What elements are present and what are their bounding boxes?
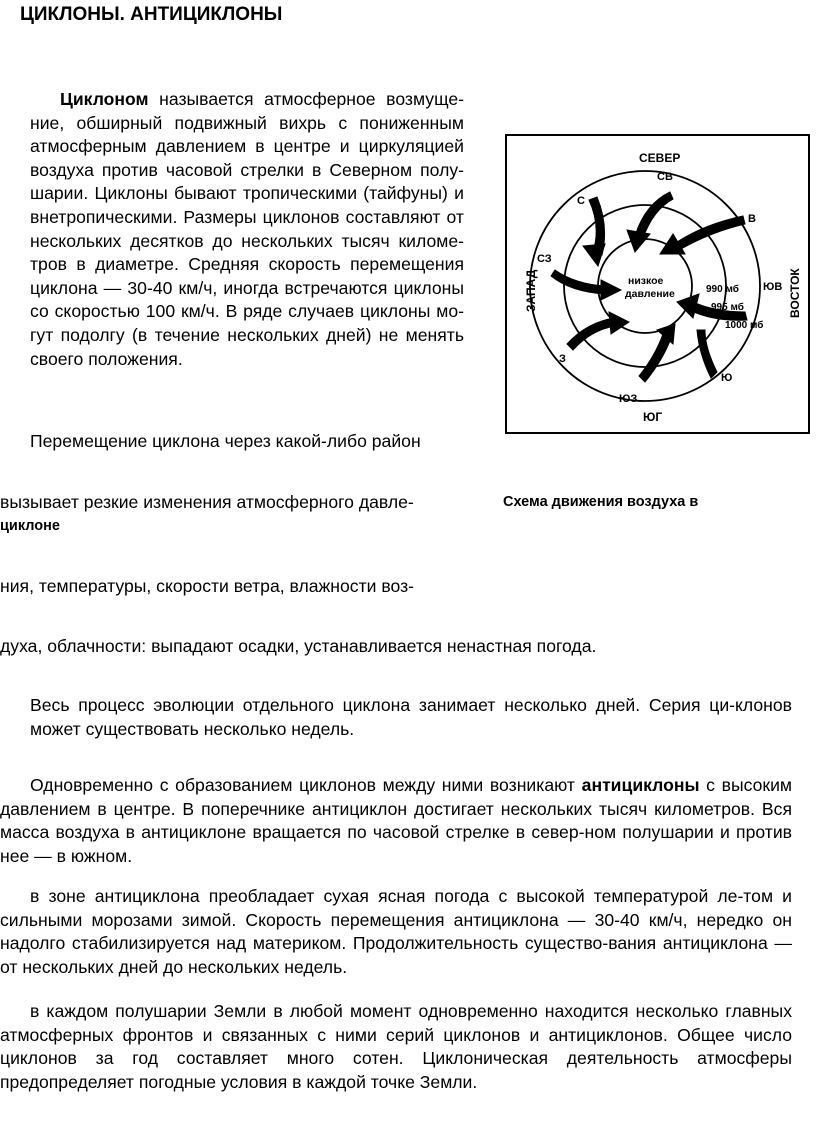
label-west: ЗАПАД: [524, 269, 538, 312]
paragraph-cyclone-evolution: Весь процесс эволюции отдельного циклона занимает несколько дней. Серия ци-клонов может существовать несколько недель.: [30, 695, 792, 739]
cyclone-diagram-svg: [505, 134, 811, 436]
arrow-head-se: [677, 294, 699, 318]
isobar-label-990: 990 мб: [706, 284, 739, 295]
label-e: В: [748, 213, 756, 225]
label-se: ЮВ: [763, 281, 783, 293]
term-cyclone: Циклоном: [60, 89, 149, 109]
paragraph-anticyclone-text: с высоким давлением в центре. В поперечнике антициклон достигает нескольких тысяч километров. Вся масса воздуха в антициклоне вращается по часовой стрелке в север-ном полушарии и против нее — в южном.: [0, 775, 792, 866]
paragraph-anticyclone-weather: [0, 885, 792, 979]
arrow-from-e: [677, 216, 745, 249]
arrow-from-ne: [635, 192, 673, 238]
diagram-caption-continued: циклоне: [0, 518, 60, 534]
paragraph-atmospheric-fronts: [0, 1000, 792, 1094]
label-sw: ЮЗ: [619, 393, 638, 405]
arrow-from-nw: [551, 270, 605, 294]
paragraph-atmospheric-fronts-text: в каждом полушарии Земли в любой момент одновременно находится несколько главных атмосферных фронтов и связанных с ними серий циклонов и антициклонов. Общее число циклонов за год составляет много сотен. Циклоническая деятельность атмосферы предопределяет погодные условия в каждой точке Земли.: [0, 1001, 792, 1092]
isobar-label-1000: 1000 мб: [725, 320, 764, 331]
paragraph-cyclone-text: называется атмосферное возмуще-ние, обширный подвижный вихрь с пониженным атмосферным давлением в центре и циркуляцией воздуха против часовой стрелки в Северном полу-шарии. Циклоны бывают тропическими (тайфуны) и внетропическими. Размеры циклонов составляют от нескольких десятков до нескольких тысяч киломе-тров в диаметре. Средняя скорость перемещения циклона — 30-40 км/ч, иногда встречаются циклоны со скоростью 100 км/ч. В ряде случаев циклоны мо-гут подолгу (в течение нескольких дней) не менять своего положения.: [30, 89, 464, 369]
cyclone-diagram: [505, 134, 811, 436]
line-cyclone-movement: Перемещение циклона через какой-либо район: [30, 431, 421, 451]
label-w: З: [559, 353, 566, 365]
center-label-line1: низкое: [628, 275, 664, 287]
diagram-caption: Схема движения воздуха в: [503, 494, 699, 510]
label-n: С: [577, 195, 585, 207]
center-label-line2: давление: [625, 288, 675, 300]
label-south: ЮГ: [643, 410, 663, 424]
arrow-head-nw: [601, 280, 621, 300]
paragraph-anticyclone-weather-text: в зоне антициклона преобладает сухая ясная погода с высокой температурой ле-том и сильными морозами зимой. Скорость перемещения антициклона — 30-40 км/ч, нередко он надолго стабилизируется над материком. Продолжительность существо-вания антициклона — от нескольких дней до нескольких недель.: [0, 886, 792, 977]
arrow-head-w: [609, 312, 629, 334]
line-cyclone-effects: ния, температуры, скорости ветра, влажности воз-: [0, 576, 415, 596]
line-cyclone-causes: вызывает резкие изменения атмосферного давле-: [0, 492, 414, 512]
label-east: ВОСТОК: [788, 268, 802, 318]
paragraph-anticyclone-definition: [0, 774, 792, 868]
page-title: ЦИКЛОНЫ. АНТИЦИКЛОНЫ: [20, 4, 283, 25]
label-nw: СЗ: [537, 253, 552, 265]
label-ne: СВ: [657, 171, 673, 183]
arrow-head-n: [583, 244, 605, 266]
term-anticyclone: антициклоны: [581, 775, 700, 795]
label-s: Ю: [721, 372, 733, 384]
line-cyclone-weather: духа, облачности: выпадают осадки, устанавливается ненастная погода.: [0, 636, 597, 656]
paragraph-cyclone-definition: [30, 88, 464, 371]
arrow-from-sw: [639, 334, 671, 382]
paragraph-anticyclone-lead: Одновременно с образованием циклонов между ними возникают: [30, 775, 582, 795]
isobar-label-995: 995 мб: [711, 302, 744, 313]
label-north: СЕВЕР: [639, 151, 681, 165]
